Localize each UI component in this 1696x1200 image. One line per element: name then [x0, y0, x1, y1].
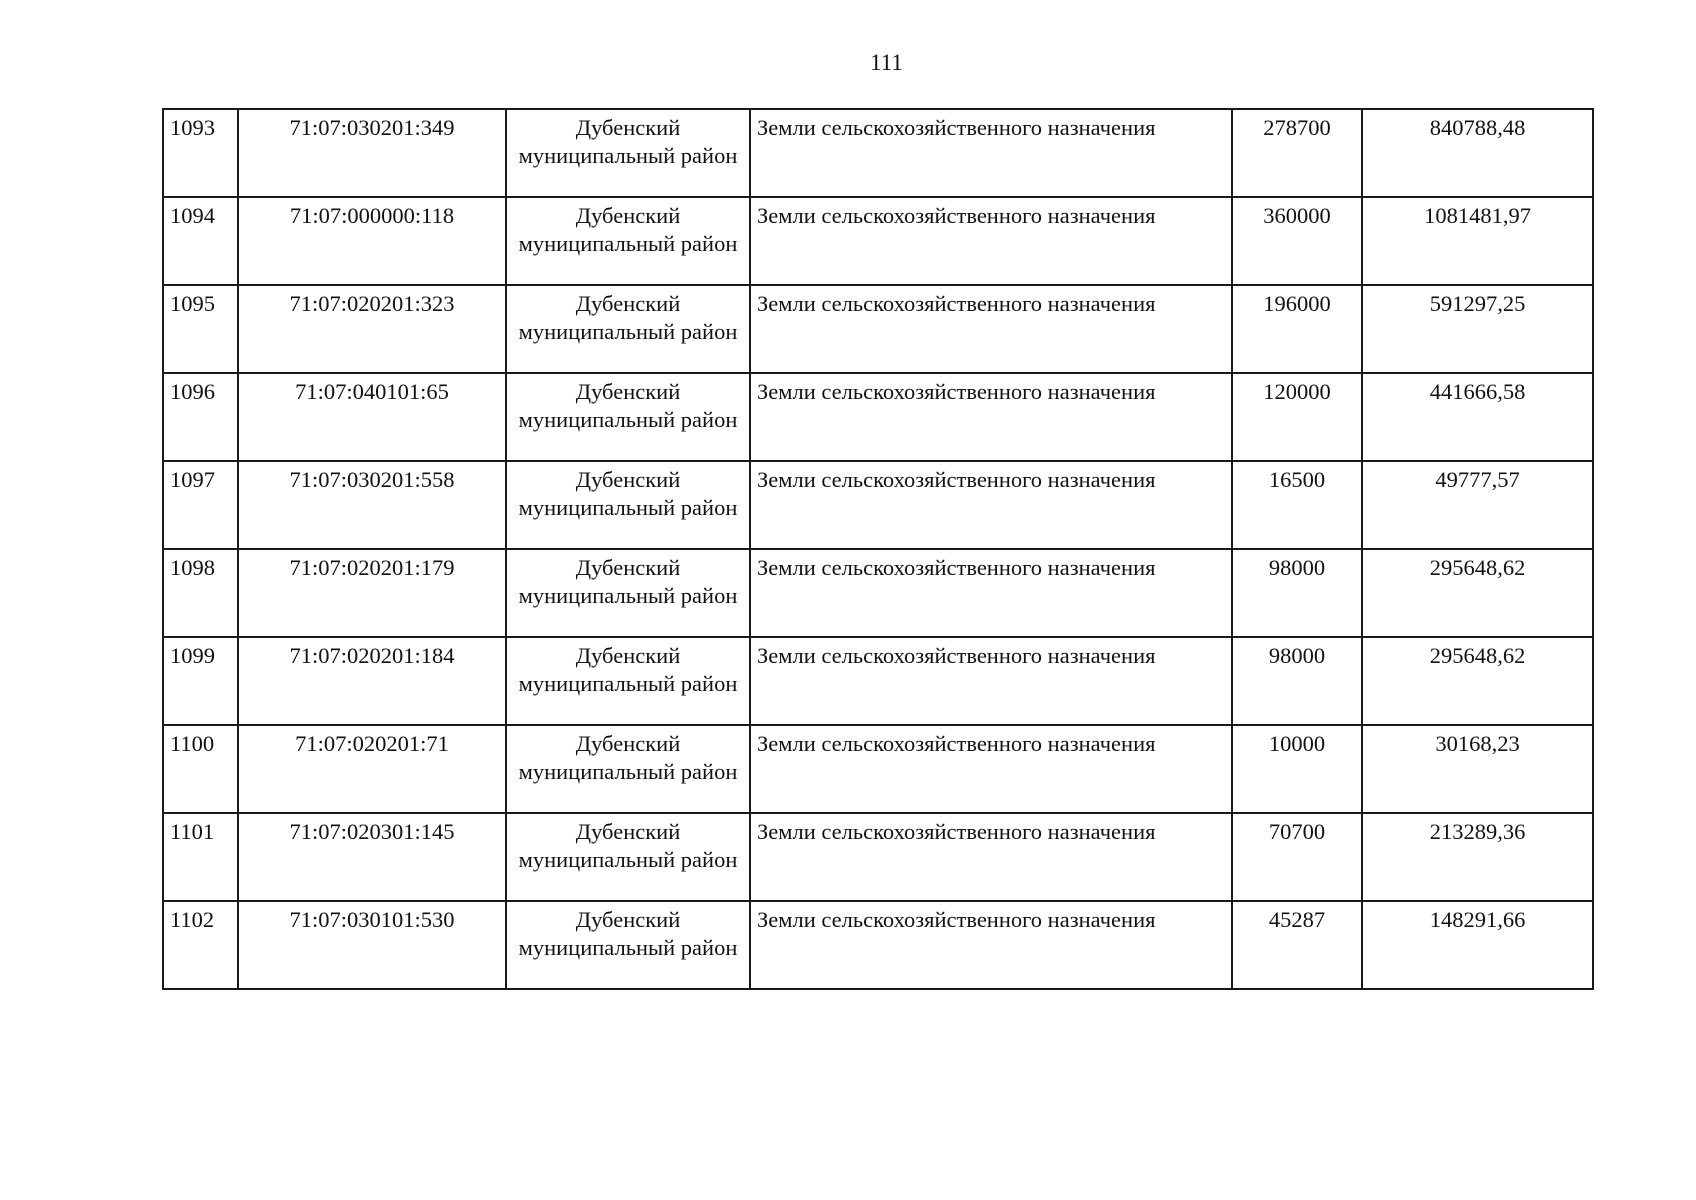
table-row — [163, 725, 1593, 813]
municipality: Дубенский муниципальный район — [506, 461, 750, 549]
municipality: Дубенский муниципальный район — [506, 197, 750, 285]
cadastral-value: 213289,36 — [1362, 813, 1593, 901]
municipality: Дубенский муниципальный район — [506, 725, 750, 813]
row-number: 1099 — [163, 637, 238, 725]
table-row — [163, 813, 1593, 901]
land-category: Земли сельскохозяйственного назначения — [750, 197, 1232, 285]
municipality: Дубенский муниципальный район — [506, 637, 750, 725]
table-row — [163, 197, 1593, 285]
cadastral-value: 295648,62 — [1362, 637, 1593, 725]
area: 98000 — [1232, 549, 1362, 637]
cadastral-value: 441666,58 — [1362, 373, 1593, 461]
row-number: 1094 — [163, 197, 238, 285]
cadastral-value: 591297,25 — [1362, 285, 1593, 373]
table-row — [163, 637, 1593, 725]
cadastral-value: 30168,23 — [1362, 725, 1593, 813]
area: 196000 — [1232, 285, 1362, 373]
cadastral-number: 71:07:020301:145 — [238, 813, 506, 901]
area: 98000 — [1232, 637, 1362, 725]
cadastral-number: 71:07:020201:323 — [238, 285, 506, 373]
cadastral-number: 71:07:020201:71 — [238, 725, 506, 813]
table-row — [163, 373, 1593, 461]
land-parcels-table — [162, 108, 1594, 990]
cadastral-number: 71:07:020201:179 — [238, 549, 506, 637]
cadastral-value: 1081481,97 — [1362, 197, 1593, 285]
municipality: Дубенский муниципальный район — [506, 549, 750, 637]
table-row — [163, 109, 1593, 197]
municipality: Дубенский муниципальный район — [506, 813, 750, 901]
row-number: 1100 — [163, 725, 238, 813]
land-category: Земли сельскохозяйственного назначения — [750, 549, 1232, 637]
page-number: 111 — [870, 50, 903, 75]
area: 10000 — [1232, 725, 1362, 813]
municipality: Дубенский муниципальный район — [506, 109, 750, 197]
row-number: 1097 — [163, 461, 238, 549]
row-number: 1093 — [163, 109, 238, 197]
table-row — [163, 549, 1593, 637]
row-number: 1102 — [163, 901, 238, 989]
area: 70700 — [1232, 813, 1362, 901]
row-number: 1098 — [163, 549, 238, 637]
cadastral-number: 71:07:030201:558 — [238, 461, 506, 549]
cadastral-number: 71:07:020201:184 — [238, 637, 506, 725]
cadastral-value: 840788,48 — [1362, 109, 1593, 197]
cadastral-number: 71:07:030101:530 — [238, 901, 506, 989]
municipality: Дубенский муниципальный район — [506, 285, 750, 373]
cadastral-number: 71:07:030201:349 — [238, 109, 506, 197]
table-row — [163, 461, 1593, 549]
area: 16500 — [1232, 461, 1362, 549]
land-category: Земли сельскохозяйственного назначения — [750, 285, 1232, 373]
municipality: Дубенский муниципальный район — [506, 373, 750, 461]
row-number: 1101 — [163, 813, 238, 901]
area: 278700 — [1232, 109, 1362, 197]
cadastral-value: 295648,62 — [1362, 549, 1593, 637]
area: 120000 — [1232, 373, 1362, 461]
land-category: Земли сельскохозяйственного назначения — [750, 901, 1232, 989]
land-category: Земли сельскохозяйственного назначения — [750, 637, 1232, 725]
land-category: Земли сельскохозяйственного назначения — [750, 813, 1232, 901]
table-row — [163, 901, 1593, 989]
land-category: Земли сельскохозяйственного назначения — [750, 461, 1232, 549]
cadastral-number: 71:07:040101:65 — [238, 373, 506, 461]
area: 45287 — [1232, 901, 1362, 989]
cadastral-value: 49777,57 — [1362, 461, 1593, 549]
row-number: 1096 — [163, 373, 238, 461]
row-number: 1095 — [163, 285, 238, 373]
table-row — [163, 285, 1593, 373]
area: 360000 — [1232, 197, 1362, 285]
cadastral-number: 71:07:000000:118 — [238, 197, 506, 285]
land-category: Земли сельскохозяйственного назначения — [750, 373, 1232, 461]
municipality: Дубенский муниципальный район — [506, 901, 750, 989]
land-category: Земли сельскохозяйственного назначения — [750, 725, 1232, 813]
cadastral-value: 148291,66 — [1362, 901, 1593, 989]
land-category: Земли сельскохозяйственного назначения — [750, 109, 1232, 197]
